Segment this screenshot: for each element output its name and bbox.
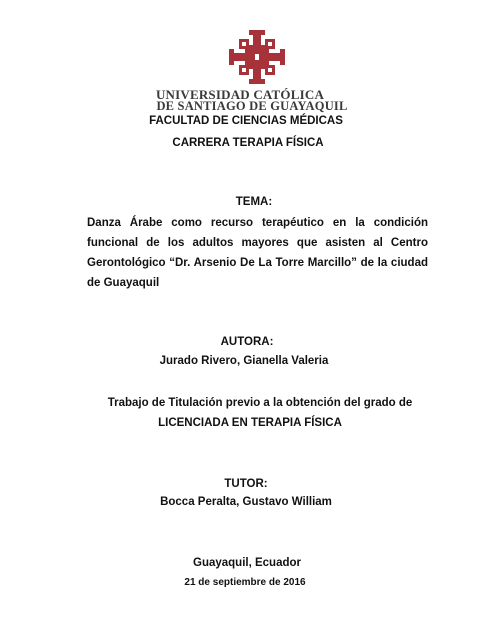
career-name: CARRERA TERAPIA FÍSICA bbox=[172, 137, 324, 149]
cross-shield-icon bbox=[225, 28, 289, 86]
degree-statement-line2: LICENCIADA EN TERAPIA FÍSICA bbox=[158, 417, 342, 429]
tutor-name: Bocca Peralta, Gustavo William bbox=[160, 496, 332, 508]
tutor-label: TUTOR: bbox=[224, 478, 268, 490]
date: 21 de septiembre de 2016 bbox=[184, 577, 306, 588]
tema-text-content: Danza Árabe como recurso terapéutico en la condición funcional de los adultos mayores que asisten al Centro Gerontológico “Dr. Arsenio De La Torre Marcillo” de la ciudad de Guayaquil bbox=[87, 217, 428, 289]
degree-statement-line1: Trabajo de Titulación previo a la obtención del grado de bbox=[107, 397, 413, 409]
university-name-line1: UNIVERSIDAD CATÓLICA bbox=[155, 87, 325, 102]
tema-label: TEMA: bbox=[235, 196, 273, 208]
tema-text bbox=[87, 213, 428, 293]
autora-label: AUTORA: bbox=[220, 336, 274, 348]
faculty-name: FACULTAD DE CIENCIAS MÉDICAS bbox=[149, 115, 343, 127]
place: Guayaquil, Ecuador bbox=[193, 557, 301, 569]
university-name-line2: DE SANTIAGO DE GUAYAQUIL bbox=[156, 99, 348, 113]
autora-name: Jurado Rivero, Gianella Valeria bbox=[159, 355, 329, 367]
